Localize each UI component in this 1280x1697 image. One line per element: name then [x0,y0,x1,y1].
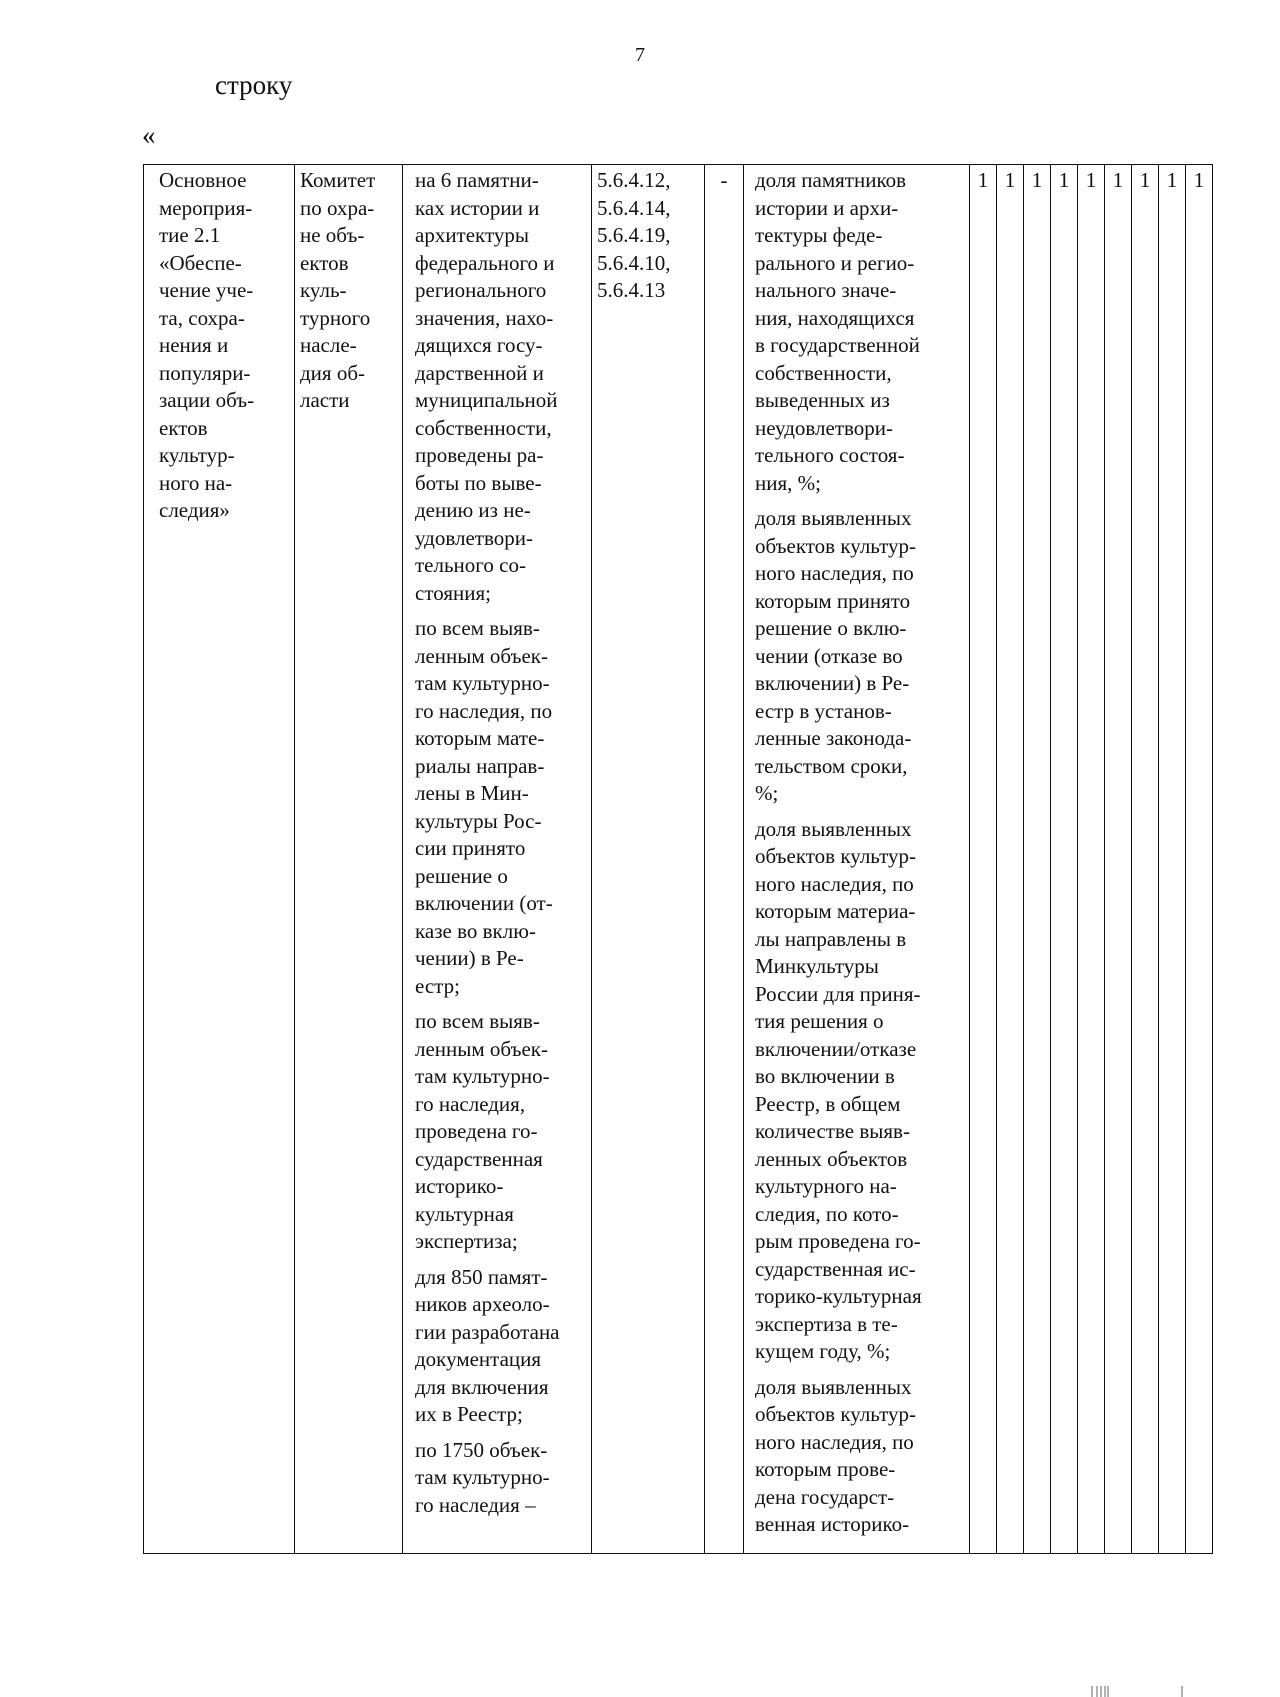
result-item: по всем выяв- ленным объек- там культурно- го наследия, проведена го- сударственная историко- культурная экспертиза; [415,1009,550,1253]
value-cell [997,165,1024,1554]
dash-text: - [720,168,728,192]
value-text: 1 [1193,168,1205,192]
event-text: Основное мероприя- тие 2.1 «Обеспе- чение уче- та, сохра- нения и популяри- зации объ- ектов культур- ного на- следия» [159,168,255,522]
program-table [143,164,1213,1554]
result-item: на 6 памятни- ках истории и архитектуры федерального и регионального значения, нахо- дящихся госу- дарственной и муниципальной собственности, проведены ра- боты по выве- дению из не- удовлетвори- тельного со- стояния; [415,168,558,605]
value-cell [1051,165,1078,1554]
table-row [144,165,1213,1554]
results-cell [403,165,592,1554]
value-text: 1 [1166,168,1178,192]
value-cell [1186,165,1213,1554]
value-cell [970,165,997,1554]
executor-text: Комитет по охра- не объ- ектов куль- турного насле- дия об- ласти [300,168,376,412]
value-cell [1078,165,1105,1554]
codes-cell [592,165,705,1554]
value-cell [1132,165,1159,1554]
indicator-item: доля выявленных объектов культур- ного наследия, по которым материа- лы направлены в Минкультуры России для приня- тия решения о включении/отказе во включении в Реестр, в общем количестве выяв- ленных объектов культурного на- следия, по кото- рым проведена го- сударственная ис- торико-культурная экспертиза в те- кущем году, %; [755,816,922,1363]
page-number: 7 [635,44,645,66]
indicator-item: доля памятников истории и архи- тектуры феде- рального и регио- нального значе- ния, находящихся в государственной собственности, выведенных из неудовлетвори- тельного состоя- ния, %; [755,168,920,495]
value-text: 1 [1139,168,1151,192]
scan-marks [1090,1682,1190,1697]
codes-text: 5.6.4.12, 5.6.4.14, 5.6.4.19, 5.6.4.10, 5.6.4.13 [597,168,671,302]
result-item: для 850 памят- ников археоло- гии разработана документация для включения их в Реестр; [415,1264,560,1426]
value-text: 1 [1058,168,1070,192]
opening-quote: « [142,120,156,150]
value-cell [1159,165,1186,1554]
result-item: по всем выяв- ленным объек- там культурно- го наследия, по которым мате- риалы направ- лены в Мин- культуры Рос- сии принято решение о включении (от- казе во вклю- чении) в Ре- естр; [415,616,553,998]
value-text: 1 [1085,168,1097,192]
executor-cell [295,165,403,1554]
value-text: 1 [1112,168,1124,192]
value-cell [1105,165,1132,1554]
event-cell [144,165,295,1554]
indicator-item: доля выявленных объектов культур- ного наследия, по которым принято решение о вклю- чении (отказе во включении) в Ре- естр в установ- ленные законода- тельством сроки, %; [755,506,916,805]
value-text: 1 [1031,168,1043,192]
indicator-item: доля выявленных объектов культур- ного наследия, по которым прове- дена государст- венная историко- [755,1374,916,1536]
intro-word: строку [215,70,293,100]
value-cell [1024,165,1051,1554]
dash-cell [705,165,744,1554]
result-item: по 1750 объек- там культурно- го наследия – [415,1437,550,1517]
value-text: 1 [977,168,989,192]
value-text: 1 [1004,168,1016,192]
indicators-cell [744,165,970,1554]
